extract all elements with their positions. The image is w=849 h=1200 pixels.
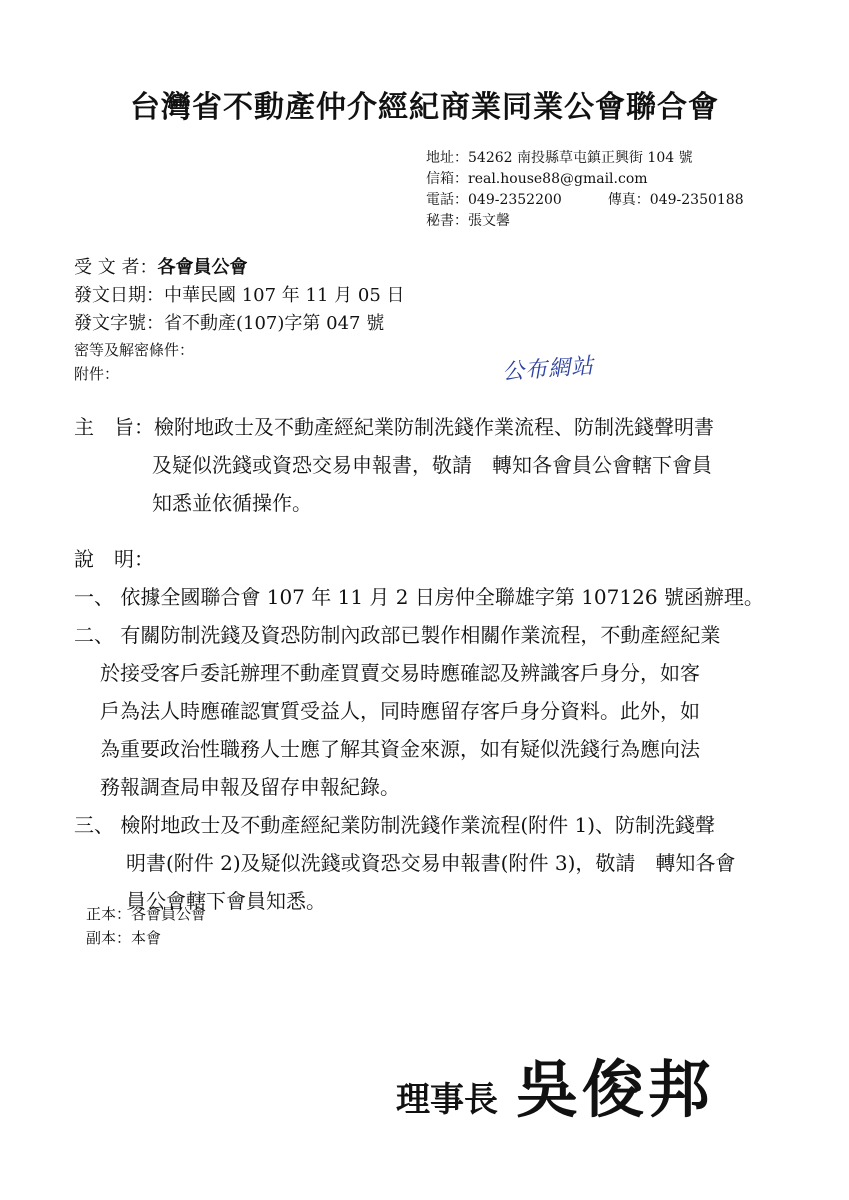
- signature-block: [396, 1040, 714, 1129]
- classification-line: 密等及解密條件：: [74, 341, 195, 359]
- explanation-item-2-line-5: 務報調查局申報及留存申報紀錄。: [100, 775, 400, 799]
- explanation-item-1: 一、 依據全國聯合會 107 年 11 月 2 日房仲全聯雄字第 107126 號函辦理。: [74, 585, 764, 609]
- explanation-item-3-line-3: 員公會轄下會員知悉。: [126, 889, 326, 913]
- attachment-line: 附件：: [74, 365, 120, 383]
- explanation-item-2-line-4: 為重要政治性職務人士應了解其資金來源，如有疑似洗錢行為應向法: [100, 737, 700, 761]
- explanation-item-2-line-2: 於接受客戶委託辦理不動產買賣交易時應確認及辨識客戶身分，如客: [100, 661, 700, 685]
- explanation-item-2-line-3: 戶為法人時應確認實質受益人，同時應留存客戶身分資料。此外，如: [100, 699, 700, 723]
- fax-text: 傳真：049-2350188: [607, 192, 744, 208]
- recipient-label: 受 文 者：: [74, 257, 158, 278]
- recipient-line: [74, 254, 405, 282]
- email-line: 信箱：real.house88@gmail.com: [426, 171, 648, 187]
- explanation-section: [74, 540, 764, 920]
- handwritten-note: 公布網站: [501, 353, 595, 386]
- doc-number-line: 發文字號：省不動產(107)字第 047 號: [74, 313, 385, 334]
- recipient-value: 各會員公會: [157, 257, 248, 278]
- contact-block: [426, 148, 744, 232]
- subject-line-1: 主 旨：檢附地政士及不動產經紀業防制洗錢作業流程、防制洗錢聲明書: [74, 415, 714, 439]
- address-line: 地址：54262 南投縣草屯鎮正興街 104 號: [426, 150, 693, 166]
- signature-name: 吳俊邦: [516, 1053, 715, 1126]
- document-meta: [74, 254, 405, 386]
- signature-title: 理事長: [396, 1080, 498, 1120]
- date-line: 發文日期：中華民國 107 年 11 月 05 日: [74, 285, 405, 306]
- subject-line-3: 知悉並依循操作。: [152, 491, 312, 515]
- organization-title: 台灣省不動產仲介經紀商業同業公會聯合會: [130, 90, 719, 125]
- subject-line-2: 及疑似洗錢或資恐交易申報書，敬請 轉知各會員公會轄下會員: [152, 453, 712, 477]
- phone-text: 電話：049-2352200: [426, 192, 562, 208]
- phone-fax-line: [426, 190, 744, 211]
- copies-block: [86, 902, 206, 950]
- explanation-heading: 說 明：: [74, 547, 154, 571]
- copy-recipient: 副本：本會: [86, 929, 162, 947]
- explanation-item-3-line-2: 明書(附件 2)及疑似洗錢或資恐交易申報書(附件 3)，敬請 轉知各會: [126, 851, 736, 875]
- explanation-item-2-line-1: 二、 有關防制洗錢及資恐防制內政部已製作相關作業流程，不動產經紀業: [74, 623, 721, 647]
- secretary-line: 秘書：張文馨: [426, 213, 510, 229]
- subject-section: [74, 408, 714, 522]
- explanation-item-3-line-1: 三、 檢附地政士及不動產經紀業防制洗錢作業流程(附件 1)、防制洗錢聲: [74, 813, 716, 837]
- original-recipient: 正本：各會員公會: [86, 905, 207, 923]
